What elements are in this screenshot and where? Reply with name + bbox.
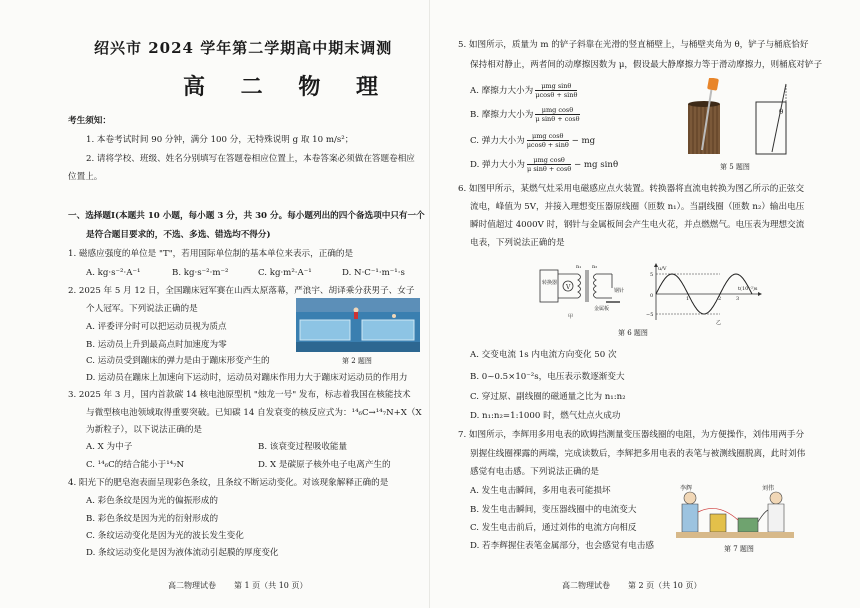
q5-option-c: C. 弹力大小为 $\frac{\text{μmg cosθ}}{\mu\cos\theta + \sin\theta}$ − mg — [470, 132, 596, 149]
q2-option-a: A. 评委评分时可以把运动员视为质点 — [86, 322, 227, 332]
q1-option-d: D. N·C⁻¹·m⁻¹·s — [342, 268, 405, 278]
q6-option-c: C. 穿过原、副线圈的磁通量之比为 n₁:n₂ — [470, 392, 626, 402]
q2-option-c: C. 运动员受到蹦床的弹力是由于蹦床形变产生的 — [86, 356, 270, 366]
q7-option-a: A. 发生电击瞬间，多用电表可能损坏 — [470, 486, 611, 496]
bucket-diagram — [752, 80, 798, 156]
q4-option-c: C. 条纹运动变化是因为光的波长发生变化 — [86, 531, 244, 541]
q5-option-a: A. 摩擦力大小为 $\frac{\text{μmg sinθ}}{\mu\cos\theta + \sin\theta}$ — [470, 82, 578, 99]
q2-stem-b: 个人冠军。下列说法正确的是 — [86, 304, 198, 314]
q3-option-c: C. ¹⁴₆C的结合能小于¹⁴₇N — [86, 460, 185, 470]
footer-left-subject: 高二物理试卷 — [168, 581, 216, 590]
q5-stem-b: 保持相对静止，两者间的动摩擦因数为 μ，假设最大静摩擦力等于滑动摩擦力，则桶底对铲子 — [470, 60, 823, 70]
q3-option-b: B. 该衰变过程吸收能量 — [258, 442, 348, 452]
q5-figure-caption: 第 5 题图 — [720, 163, 750, 171]
q4-option-b: B. 彩色条纹是因为光的衍射形成的 — [86, 514, 219, 524]
q6-stem-a: 6. 如图甲所示，某燃气灶采用电磁感应点火装置。转换器将直流电转换为图乙所示的正弦交 — [458, 184, 805, 194]
q6-stem-d: 电表，下列说法正确的是 — [470, 238, 565, 248]
u-axis-label: u/V — [658, 266, 667, 272]
needle-label: 钢针 — [614, 288, 625, 294]
svg-text:V: V — [566, 284, 571, 291]
q3-stem-a: 3. 2025 年 3 月，国内首款碳 14 核电池原型机 "烛龙一号" 发布，标志着我国在核能技术 — [68, 390, 411, 400]
section1-heading-b: 是符合题目要求的，不选、多选、错选均不得分) — [86, 230, 271, 240]
name-liuwei: 刘伟 — [762, 485, 775, 492]
notice-item-2b: 位置上。 — [68, 172, 103, 182]
q2-stem-a: 2. 2025 年 5 月 12 日，全国蹦床冠军赛在山西太原落幕，严浪宇、胡译乘分获男子、女子 — [68, 286, 415, 296]
tick-minus5: −5 — [646, 312, 654, 318]
q7-option-b: B. 发生电击瞬间，变压器线圈中的电流变大 — [470, 505, 637, 515]
right-column — [430, 0, 860, 608]
sine-wave-plot — [646, 262, 766, 326]
q2-option-b: B. 运动员上升到最高点时加速度为零 — [86, 340, 227, 350]
n1-label: n₁ — [576, 264, 582, 270]
tick-0: 0 — [650, 293, 654, 299]
q6-option-b: B. 0~0.5×10⁻²s，电压表示数逐渐变大 — [470, 372, 625, 382]
multimeter-illustration — [676, 480, 794, 540]
exam-title: 绍兴市 2024 学年第二学期高中期末调测 — [94, 39, 393, 57]
plate-label: 金属板 — [594, 306, 610, 312]
name-lihui: 李辉 — [680, 485, 693, 492]
footer-right-subject: 高二物理试卷 — [562, 581, 610, 590]
q7-figure-caption: 第 7 题图 — [724, 545, 754, 553]
tick-3: 3 — [736, 296, 740, 302]
notice-heading: 考生须知： — [68, 116, 111, 126]
q1-option-c: C. kg·m²·A⁻¹ — [258, 268, 312, 278]
q2-figure-caption: 第 2 题图 — [342, 357, 372, 365]
q6-stem-c: 瞬时值超过 4000V 时，钢针与金属板间会产生电火花，并点燃燃气。电压表为理想交流 — [470, 220, 805, 230]
bucket-photo — [682, 78, 726, 156]
t-axis-label: t(10⁻²)s — [738, 286, 758, 292]
q1-option-b: B. kg·s⁻²·m⁻² — [172, 268, 229, 278]
trampoline-photo — [296, 298, 420, 352]
tick-2: 2 — [718, 296, 722, 302]
q6-stem-b: 流电，峰值为 5V，并接入理想变压器原线圈（匝数 n₁）。当副线圈（匝数 n₂）输出电压 — [470, 202, 805, 212]
footer-right-page: 第 2 页（共 10 页） — [628, 581, 702, 590]
notice-item-1: 1. 本卷考试时间 90 分钟，满分 100 分，无特殊说明 g 取 10 m/s²； — [86, 135, 354, 145]
q3-stem-c: 为新粒子），以下说法正确的是 — [86, 425, 203, 435]
q6-figure-caption: 第 6 题图 — [618, 329, 648, 337]
q2-option-d: D. 运动员在蹦床上加速向下运动时，运动员对蹦床作用力大于蹦床对运动员的作用力 — [86, 373, 408, 383]
q7-option-c: C. 发生电击前后，通过刘伟的电流方向相反 — [470, 523, 637, 533]
q7-stem-b: 别握住线圈裸露的两端，完成读数后，李辉把多用电表的表笔与被测线圈脱离，此时刘伟 — [470, 449, 806, 459]
footer-left-page: 第 1 页（共 10 页） — [234, 581, 308, 590]
theta-label: θ — [779, 108, 784, 116]
q7-stem-a: 7. 如图所示，李辉用多用电表的欧姆挡测量变压器线圈的电阻，为方便操作，刘伟用两手分 — [458, 430, 805, 440]
notice-item-2a: 2. 请将学校、班级、姓名分别填写在答题卷相应位置上，本卷答案必须做在答题卷相应 — [86, 154, 415, 164]
yi-label: 乙 — [716, 320, 722, 326]
jia-label: 甲 — [568, 314, 574, 320]
tick-5: 5 — [650, 272, 654, 278]
q6-option-d: D. n₁:n₂=1:1000 时，燃气灶点火成功 — [470, 411, 621, 421]
q6-option-a: A. 交变电流 1s 内电流方向变化 50 次 — [470, 350, 617, 360]
tick-1: 1 — [686, 296, 690, 302]
n2-label: n₂ — [592, 264, 598, 270]
q4-option-d: D. 条纹运动变化是因为液体流动引起膜的厚度变化 — [86, 548, 279, 558]
q4-option-a: A. 彩色条纹是因为光的偏振形成的 — [86, 496, 218, 506]
ignition-circuit-diagram — [538, 262, 644, 320]
q7-option-d: D. 若李辉握住表笔金属部分，也会感觉有电击感 — [470, 541, 654, 551]
subject-title: 高 二 物 理 — [183, 74, 392, 100]
q5-option-b: B. 摩擦力大小为 $\frac{\text{μmg cosθ}}{\text{μ sinθ + cosθ}}$ — [470, 106, 580, 123]
q1-option-a: A. kg·s⁻²·A⁻¹ — [86, 268, 141, 278]
q5-option-d: D. 弹力大小为 $\frac{\text{μmg cosθ}}{\text{μ sinθ + cosθ}}$ − mg sinθ — [470, 156, 619, 173]
q3-stem-b: 与微型核电池领域取得重要突破。已知碳 14 自发衰变的核反应式为：¹⁴₆C→¹⁴₇N+X（X — [86, 408, 422, 418]
q1-stem: 1. 磁感应强度的单位是 "T"，若用国际单位制的基本单位来表示，正确的是 — [68, 249, 354, 259]
q3-option-a: A. X 为中子 — [86, 442, 133, 452]
q4-stem: 4. 阳光下的肥皂泡表面呈现彩色条纹，且条纹不断运动变化。对该现象解释正确的是 — [68, 478, 389, 488]
q5-stem-a: 5. 如图所示，质量为 m 的铲子斜靠在光滑的竖直桶壁上，与桶壁夹角为 θ，铲子与桶底恰好 — [458, 40, 809, 50]
q3-option-d: D. X 是碳原子核外电子电离产生的 — [258, 460, 391, 470]
section1-heading-a: 一、选择题Ⅰ(本题共 10 小题，每小题 3 分，共 30 分。每小题列出的四个备选项中只有一个 — [68, 211, 425, 221]
converter-label: 转换器 — [542, 280, 558, 286]
q7-stem-c: 感觉有电击感。下列说法正确的是 — [470, 467, 599, 477]
